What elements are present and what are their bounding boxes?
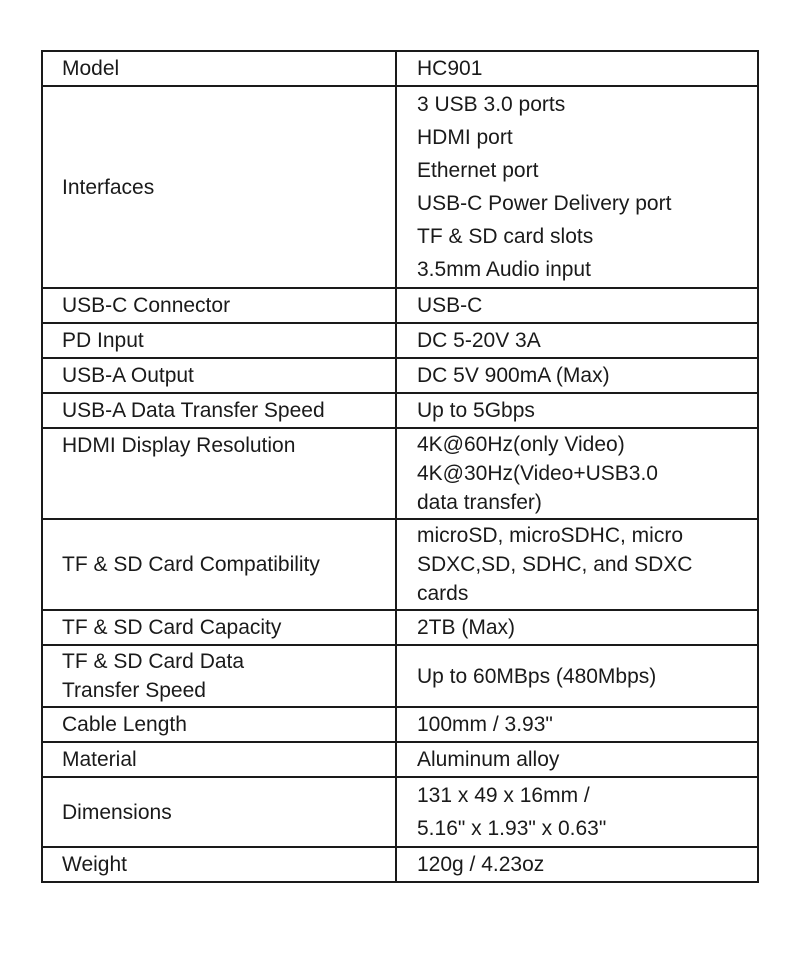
spec-value: 120g / 4.23oz xyxy=(396,847,758,882)
table-row xyxy=(42,707,758,742)
spec-value: 2TB (Max) xyxy=(396,610,758,645)
table-row xyxy=(42,358,758,393)
spec-label: Cable Length xyxy=(42,707,396,742)
spec-value: 100mm / 3.93" xyxy=(396,707,758,742)
table-row xyxy=(42,519,758,610)
spec-value: USB-C xyxy=(396,288,758,323)
spec-value: HC901 xyxy=(396,51,758,86)
spec-label: HDMI Display Resolution xyxy=(42,428,396,519)
spec-value: Up to 60MBps (480Mbps) xyxy=(396,645,758,707)
spec-value: microSD, microSDHC, micro SDXC,SD, SDHC, and SDXC cards xyxy=(396,519,758,610)
spec-label: USB-A Data Transfer Speed xyxy=(42,393,396,428)
spec-label: TF & SD Card Compatibility xyxy=(42,519,396,610)
spec-value: Up to 5Gbps xyxy=(396,393,758,428)
table-row xyxy=(42,393,758,428)
spec-label: USB-C Connector xyxy=(42,288,396,323)
spec-value: DC 5-20V 3A xyxy=(396,323,758,358)
spec-label: Interfaces xyxy=(42,86,396,288)
spec-table xyxy=(41,50,759,883)
table-row xyxy=(42,86,758,288)
table-row xyxy=(42,645,758,707)
spec-label: Weight xyxy=(42,847,396,882)
table-row xyxy=(42,742,758,777)
spec-label: Model xyxy=(42,51,396,86)
spec-label: PD Input xyxy=(42,323,396,358)
spec-value: DC 5V 900mA (Max) xyxy=(396,358,758,393)
table-row xyxy=(42,610,758,645)
spec-label: TF & SD Card Capacity xyxy=(42,610,396,645)
spec-value: Aluminum alloy xyxy=(396,742,758,777)
table-row xyxy=(42,428,758,519)
spec-value: 3 USB 3.0 ports HDMI port Ethernet port USB-C Power Delivery port TF & SD card slots 3.5mm Audio input xyxy=(396,86,758,288)
spec-label: Material xyxy=(42,742,396,777)
spec-label: TF & SD Card Data Transfer Speed xyxy=(42,645,396,707)
spec-label: Dimensions xyxy=(42,777,396,847)
table-row xyxy=(42,847,758,882)
table-row xyxy=(42,323,758,358)
spec-label: USB-A Output xyxy=(42,358,396,393)
table-row xyxy=(42,288,758,323)
spec-value: 4K@60Hz(only Video) 4K@30Hz(Video+USB3.0 data transfer) xyxy=(396,428,758,519)
table-row xyxy=(42,51,758,86)
table-row xyxy=(42,777,758,847)
spec-value: 131 x 49 x 16mm / 5.16" x 1.93" x 0.63" xyxy=(396,777,758,847)
